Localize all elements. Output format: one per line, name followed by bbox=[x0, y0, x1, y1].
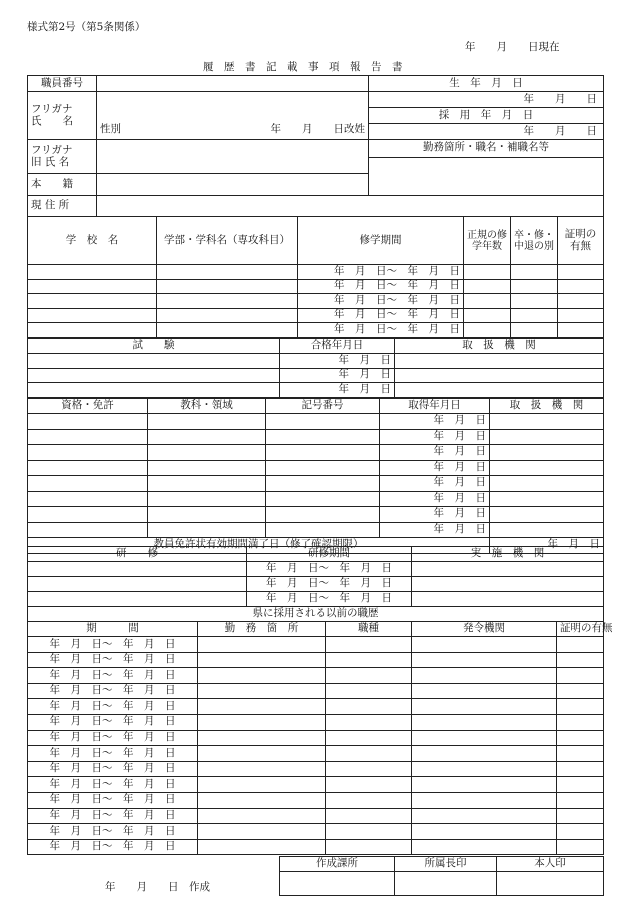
training-name-cell[interactable] bbox=[28, 592, 247, 607]
license-row bbox=[28, 445, 604, 461]
license-subject-cell[interactable] bbox=[148, 460, 266, 476]
career-workplace-cell[interactable] bbox=[198, 699, 326, 715]
career-row bbox=[28, 808, 604, 824]
career-period-cell[interactable]: 年 月 日～ 年 月 日 bbox=[28, 668, 198, 684]
edu-faculty-cell[interactable] bbox=[157, 308, 298, 323]
edu-cert-cell[interactable] bbox=[558, 265, 604, 280]
license-org-cell[interactable] bbox=[490, 445, 604, 461]
exam-header-org: 取 扱 機 関 bbox=[395, 339, 604, 354]
license-header-number: 記号番号 bbox=[266, 399, 380, 414]
edu-years-cell[interactable] bbox=[464, 265, 511, 280]
edu-header-school: 学 校 名 bbox=[28, 217, 157, 265]
edu-years-cell[interactable] bbox=[464, 294, 511, 309]
license-number-cell[interactable] bbox=[266, 522, 380, 538]
stamp-header-self: 本人印 bbox=[497, 857, 604, 872]
training-row bbox=[28, 577, 604, 592]
training-org-cell[interactable] bbox=[412, 577, 604, 592]
name-label: 氏 名 bbox=[31, 114, 73, 127]
license-org-cell[interactable] bbox=[490, 507, 604, 523]
edu-period-cell[interactable]: 年 月 日～ 年 月 日 bbox=[298, 323, 464, 338]
career-row bbox=[28, 683, 604, 699]
license-name-cell[interactable] bbox=[28, 460, 148, 476]
career-issuer-cell[interactable] bbox=[412, 652, 557, 668]
career-cert-cell[interactable] bbox=[557, 652, 604, 668]
personal-info-table bbox=[27, 75, 604, 217]
career-job-cell[interactable] bbox=[326, 652, 412, 668]
license-date-cell[interactable]: 年 月 日 bbox=[380, 414, 490, 430]
license-org-cell[interactable] bbox=[490, 491, 604, 507]
training-org-cell[interactable] bbox=[412, 592, 604, 607]
license-subject-cell[interactable] bbox=[148, 476, 266, 492]
license-name-cell[interactable] bbox=[28, 476, 148, 492]
old-name-field[interactable] bbox=[97, 140, 369, 174]
workplace-label: 勤務箇所・職名・補職名等 bbox=[369, 140, 603, 158]
birth-date[interactable]: 年 月 日 bbox=[369, 92, 604, 108]
career-issuer-cell[interactable] bbox=[412, 808, 557, 824]
career-cert-cell[interactable] bbox=[557, 714, 604, 730]
license-org-cell[interactable] bbox=[490, 476, 604, 492]
career-period-cell[interactable]: 年 月 日～ 年 月 日 bbox=[28, 808, 198, 824]
license-name-cell[interactable] bbox=[28, 491, 148, 507]
education-table bbox=[27, 216, 604, 338]
license-number-cell[interactable] bbox=[266, 507, 380, 523]
career-period-cell[interactable]: 年 月 日～ 年 月 日 bbox=[28, 839, 198, 855]
career-issuer-cell[interactable] bbox=[412, 668, 557, 684]
career-job-cell[interactable] bbox=[326, 699, 412, 715]
career-job-cell[interactable] bbox=[326, 808, 412, 824]
license-org-cell[interactable] bbox=[490, 429, 604, 445]
career-row bbox=[28, 730, 604, 746]
edu-years-cell[interactable] bbox=[464, 308, 511, 323]
career-issuer-cell[interactable] bbox=[412, 761, 557, 777]
license-header-org: 取 扱 機 関 bbox=[490, 399, 604, 414]
edu-header-faculty: 学部・学科名（専攻科目） bbox=[157, 217, 298, 265]
edu-status-cell[interactable] bbox=[511, 279, 558, 294]
career-workplace-cell[interactable] bbox=[198, 808, 326, 824]
training-header-name: 研 修 bbox=[28, 547, 247, 562]
name-change-date: 年 月 日改姓 bbox=[270, 123, 365, 136]
career-workplace-cell[interactable] bbox=[198, 714, 326, 730]
career-cert-cell[interactable] bbox=[557, 683, 604, 699]
address-label: 現 住 所 bbox=[28, 196, 97, 217]
edu-period-cell[interactable]: 年 月 日～ 年 月 日 bbox=[298, 279, 464, 294]
form-id: 様式第2号（第5条関係） bbox=[27, 21, 146, 33]
license-name-cell[interactable] bbox=[28, 507, 148, 523]
training-period-cell[interactable]: 年 月 日～ 年 月 日 bbox=[247, 577, 412, 592]
career-cert-cell[interactable] bbox=[557, 699, 604, 715]
exam-date-cell[interactable]: 年 月 日 bbox=[280, 368, 395, 383]
edu-cert-cell[interactable] bbox=[558, 323, 604, 338]
career-job-cell[interactable] bbox=[326, 746, 412, 762]
career-job-cell[interactable] bbox=[326, 824, 412, 840]
career-job-cell[interactable] bbox=[326, 668, 412, 684]
edu-period-cell[interactable]: 年 月 日～ 年 月 日 bbox=[298, 308, 464, 323]
edu-cert-cell[interactable] bbox=[558, 294, 604, 309]
furigana-label: フリガナ bbox=[31, 102, 73, 115]
license-date-cell[interactable]: 年 月 日 bbox=[380, 460, 490, 476]
training-table bbox=[27, 546, 604, 607]
license-name-cell[interactable] bbox=[28, 429, 148, 445]
license-subject-cell[interactable] bbox=[148, 445, 266, 461]
career-workplace-cell[interactable] bbox=[198, 839, 326, 855]
career-period-cell[interactable]: 年 月 日～ 年 月 日 bbox=[28, 699, 198, 715]
career-job-cell[interactable] bbox=[326, 637, 412, 653]
license-date-cell[interactable]: 年 月 日 bbox=[380, 522, 490, 538]
stamp-table bbox=[279, 856, 604, 896]
license-org-cell[interactable] bbox=[490, 414, 604, 430]
license-row bbox=[28, 522, 604, 538]
edu-status-cell[interactable] bbox=[511, 308, 558, 323]
career-row bbox=[28, 824, 604, 840]
career-cert-cell[interactable] bbox=[557, 730, 604, 746]
edu-school-cell[interactable] bbox=[28, 308, 157, 323]
career-cert-cell[interactable] bbox=[557, 668, 604, 684]
license-subject-cell[interactable] bbox=[148, 491, 266, 507]
license-subject-cell[interactable] bbox=[148, 429, 266, 445]
career-cert-cell[interactable] bbox=[557, 792, 604, 808]
license-expiry-value[interactable]: 年 月 日 bbox=[490, 538, 604, 554]
career-issuer-cell[interactable] bbox=[412, 637, 557, 653]
career-workplace-cell[interactable] bbox=[198, 730, 326, 746]
career-row bbox=[28, 777, 604, 793]
license-date-cell[interactable]: 年 月 日 bbox=[380, 476, 490, 492]
edu-school-cell[interactable] bbox=[28, 323, 157, 338]
exam-row bbox=[28, 354, 604, 369]
stamp-box-dept[interactable] bbox=[280, 872, 395, 896]
training-row bbox=[28, 562, 604, 577]
career-issuer-cell[interactable] bbox=[412, 746, 557, 762]
edu-school-cell[interactable] bbox=[28, 279, 157, 294]
stamp-header-chief: 所属長印 bbox=[395, 857, 497, 872]
edu-period-cell[interactable]: 年 月 日～ 年 月 日 bbox=[298, 294, 464, 309]
career-row bbox=[28, 746, 604, 762]
career-issuer-cell[interactable] bbox=[412, 699, 557, 715]
career-workplace-cell[interactable] bbox=[198, 792, 326, 808]
edu-years-cell[interactable] bbox=[464, 323, 511, 338]
career-workplace-cell[interactable] bbox=[198, 652, 326, 668]
license-date-cell[interactable]: 年 月 日 bbox=[380, 491, 490, 507]
exam-row bbox=[28, 383, 604, 398]
career-workplace-cell[interactable] bbox=[198, 668, 326, 684]
career-cert-cell[interactable] bbox=[557, 777, 604, 793]
exam-name-cell[interactable] bbox=[28, 383, 280, 398]
training-period-cell[interactable]: 年 月 日～ 年 月 日 bbox=[247, 562, 412, 577]
exam-date-cell[interactable]: 年 月 日 bbox=[280, 383, 395, 398]
exam-header-name: 試 験 bbox=[28, 339, 280, 354]
license-subject-cell[interactable] bbox=[148, 507, 266, 523]
career-row bbox=[28, 652, 604, 668]
training-row bbox=[28, 592, 604, 607]
training-header-org: 実 施 機 関 bbox=[412, 547, 604, 562]
career-cert-cell[interactable] bbox=[557, 808, 604, 824]
edu-school-cell[interactable] bbox=[28, 265, 157, 280]
license-row bbox=[28, 429, 604, 445]
license-number-cell[interactable] bbox=[266, 414, 380, 430]
training-name-cell[interactable] bbox=[28, 562, 247, 577]
license-date-cell[interactable]: 年 月 日 bbox=[380, 507, 490, 523]
as-of-date: 年 月 日現在 bbox=[465, 41, 560, 53]
edu-header-years: 正規の修学年数 bbox=[464, 217, 511, 265]
career-period-cell[interactable]: 年 月 日～ 年 月 日 bbox=[28, 824, 198, 840]
license-name-cell[interactable] bbox=[28, 414, 148, 430]
career-cert-cell[interactable] bbox=[557, 824, 604, 840]
edu-faculty-cell[interactable] bbox=[157, 265, 298, 280]
stamp-box-self[interactable] bbox=[497, 872, 604, 896]
career-row bbox=[28, 668, 604, 684]
edu-header-status: 卒・修・中退の別 bbox=[511, 217, 558, 265]
edu-row bbox=[28, 294, 604, 309]
furigana-old-label: フリガナ bbox=[31, 143, 73, 156]
license-header-subject: 教科・領域 bbox=[148, 399, 266, 414]
exam-name-cell[interactable] bbox=[28, 368, 280, 383]
license-subject-cell[interactable] bbox=[148, 522, 266, 538]
license-row bbox=[28, 507, 604, 523]
career-issuer-cell[interactable] bbox=[412, 714, 557, 730]
license-number-cell[interactable] bbox=[266, 491, 380, 507]
exam-date-cell[interactable]: 年 月 日 bbox=[280, 354, 395, 369]
domicile-label: 本 籍 bbox=[28, 174, 97, 196]
license-table bbox=[27, 398, 604, 554]
exam-org-cell[interactable] bbox=[395, 354, 604, 369]
career-period-cell[interactable]: 年 月 日～ 年 月 日 bbox=[28, 746, 198, 762]
staff-no-label: 職員番号 bbox=[28, 76, 97, 92]
license-row bbox=[28, 460, 604, 476]
edu-faculty-cell[interactable] bbox=[157, 294, 298, 309]
career-workplace-cell[interactable] bbox=[198, 761, 326, 777]
career-header-cert: 証明の有無 bbox=[557, 622, 604, 637]
career-period-cell[interactable]: 年 月 日～ 年 月 日 bbox=[28, 714, 198, 730]
career-cert-cell[interactable] bbox=[557, 839, 604, 855]
career-cert-cell[interactable] bbox=[557, 637, 604, 653]
career-header-period: 期 間 bbox=[28, 622, 198, 637]
domicile-field[interactable] bbox=[97, 174, 369, 196]
edu-period-cell[interactable]: 年 月 日～ 年 月 日 bbox=[298, 265, 464, 280]
training-org-cell[interactable] bbox=[412, 562, 604, 577]
edu-row bbox=[28, 323, 604, 338]
license-number-cell[interactable] bbox=[266, 429, 380, 445]
edu-header-cert: 証明の有無 bbox=[558, 217, 604, 265]
created-date: 年 月 日 作成 bbox=[105, 881, 210, 893]
hire-date[interactable]: 年 月 日 bbox=[369, 124, 604, 140]
career-period-cell[interactable]: 年 月 日～ 年 月 日 bbox=[28, 637, 198, 653]
edu-faculty-cell[interactable] bbox=[157, 279, 298, 294]
career-issuer-cell[interactable] bbox=[412, 730, 557, 746]
license-date-cell[interactable]: 年 月 日 bbox=[380, 429, 490, 445]
license-number-cell[interactable] bbox=[266, 476, 380, 492]
exam-name-cell[interactable] bbox=[28, 354, 280, 369]
license-date-cell[interactable]: 年 月 日 bbox=[380, 445, 490, 461]
birth-label: 生 年 月 日 bbox=[369, 76, 604, 92]
license-org-cell[interactable] bbox=[490, 522, 604, 538]
career-cert-cell[interactable] bbox=[557, 746, 604, 762]
license-org-cell[interactable] bbox=[490, 460, 604, 476]
sex-label: 性別 bbox=[100, 123, 121, 136]
exam-table bbox=[27, 338, 604, 398]
career-job-cell[interactable] bbox=[326, 683, 412, 699]
career-workplace-cell[interactable] bbox=[198, 824, 326, 840]
career-job-cell[interactable] bbox=[326, 777, 412, 793]
license-subject-cell[interactable] bbox=[148, 414, 266, 430]
license-header-date: 取得年月日 bbox=[380, 399, 490, 414]
career-cert-cell[interactable] bbox=[557, 761, 604, 777]
staff-no-field[interactable] bbox=[97, 76, 369, 92]
edu-status-cell[interactable] bbox=[511, 323, 558, 338]
hire-label: 採 用 年 月 日 bbox=[369, 108, 604, 124]
career-job-cell[interactable] bbox=[326, 730, 412, 746]
page-title: 履 歴 書 記 載 事 項 報 告 書 bbox=[203, 61, 403, 73]
edu-row bbox=[28, 308, 604, 323]
career-header-issuer: 発令機関 bbox=[412, 622, 557, 637]
license-name-cell[interactable] bbox=[28, 522, 148, 538]
training-header-period: 研修期間 bbox=[247, 547, 412, 562]
exam-row bbox=[28, 368, 604, 383]
stamp-header-dept: 作成課所 bbox=[280, 857, 395, 872]
career-issuer-cell[interactable] bbox=[412, 777, 557, 793]
career-period-cell[interactable]: 年 月 日～ 年 月 日 bbox=[28, 730, 198, 746]
career-job-cell[interactable] bbox=[326, 792, 412, 808]
license-name-cell[interactable] bbox=[28, 445, 148, 461]
license-row bbox=[28, 491, 604, 507]
career-issuer-cell[interactable] bbox=[412, 792, 557, 808]
career-period-cell[interactable]: 年 月 日～ 年 月 日 bbox=[28, 761, 198, 777]
career-issuer-cell[interactable] bbox=[412, 683, 557, 699]
training-period-cell[interactable]: 年 月 日～ 年 月 日 bbox=[247, 592, 412, 607]
license-row bbox=[28, 414, 604, 430]
career-period-cell[interactable]: 年 月 日～ 年 月 日 bbox=[28, 652, 198, 668]
edu-header-period: 修学期間 bbox=[298, 217, 464, 265]
career-section-title: 県に採用される以前の職歴 bbox=[28, 607, 604, 622]
license-number-cell[interactable] bbox=[266, 460, 380, 476]
career-row bbox=[28, 714, 604, 730]
edu-status-cell[interactable] bbox=[511, 265, 558, 280]
career-issuer-cell[interactable] bbox=[412, 839, 557, 855]
license-expiry-label: 教員免許状有効期間満了日（修了確認期限） bbox=[28, 538, 490, 554]
address-field[interactable] bbox=[97, 196, 604, 217]
edu-row bbox=[28, 265, 604, 280]
edu-cert-cell[interactable] bbox=[558, 279, 604, 294]
career-table bbox=[27, 606, 613, 855]
career-workplace-cell[interactable] bbox=[198, 777, 326, 793]
license-number-cell[interactable] bbox=[266, 445, 380, 461]
career-period-cell[interactable]: 年 月 日～ 年 月 日 bbox=[28, 777, 198, 793]
edu-status-cell[interactable] bbox=[511, 294, 558, 309]
exam-org-cell[interactable] bbox=[395, 368, 604, 383]
exam-header-date: 合格年月日 bbox=[280, 339, 395, 354]
career-row bbox=[28, 761, 604, 777]
career-job-cell[interactable] bbox=[326, 839, 412, 855]
edu-years-cell[interactable] bbox=[464, 279, 511, 294]
career-row bbox=[28, 637, 604, 653]
edu-school-cell[interactable] bbox=[28, 294, 157, 309]
career-header-workplace: 勤 務 箇 所 bbox=[198, 622, 326, 637]
training-name-cell[interactable] bbox=[28, 577, 247, 592]
career-job-cell[interactable] bbox=[326, 714, 412, 730]
career-row bbox=[28, 699, 604, 715]
career-row bbox=[28, 839, 604, 855]
stamp-box-chief[interactable] bbox=[395, 872, 497, 896]
old-name-label: 旧 氏 名 bbox=[31, 155, 70, 168]
edu-row bbox=[28, 279, 604, 294]
career-workplace-cell[interactable] bbox=[198, 746, 326, 762]
career-issuer-cell[interactable] bbox=[412, 824, 557, 840]
career-job-cell[interactable] bbox=[326, 761, 412, 777]
license-row bbox=[28, 476, 604, 492]
edu-faculty-cell[interactable] bbox=[157, 323, 298, 338]
career-header-job: 職種 bbox=[326, 622, 412, 637]
career-row bbox=[28, 792, 604, 808]
license-header-name: 資格・免許 bbox=[28, 399, 148, 414]
edu-cert-cell[interactable] bbox=[558, 308, 604, 323]
career-period-cell[interactable]: 年 月 日～ 年 月 日 bbox=[28, 792, 198, 808]
career-period-cell[interactable]: 年 月 日～ 年 月 日 bbox=[28, 683, 198, 699]
career-workplace-cell[interactable] bbox=[198, 683, 326, 699]
career-workplace-cell[interactable] bbox=[198, 637, 326, 653]
exam-org-cell[interactable] bbox=[395, 383, 604, 398]
